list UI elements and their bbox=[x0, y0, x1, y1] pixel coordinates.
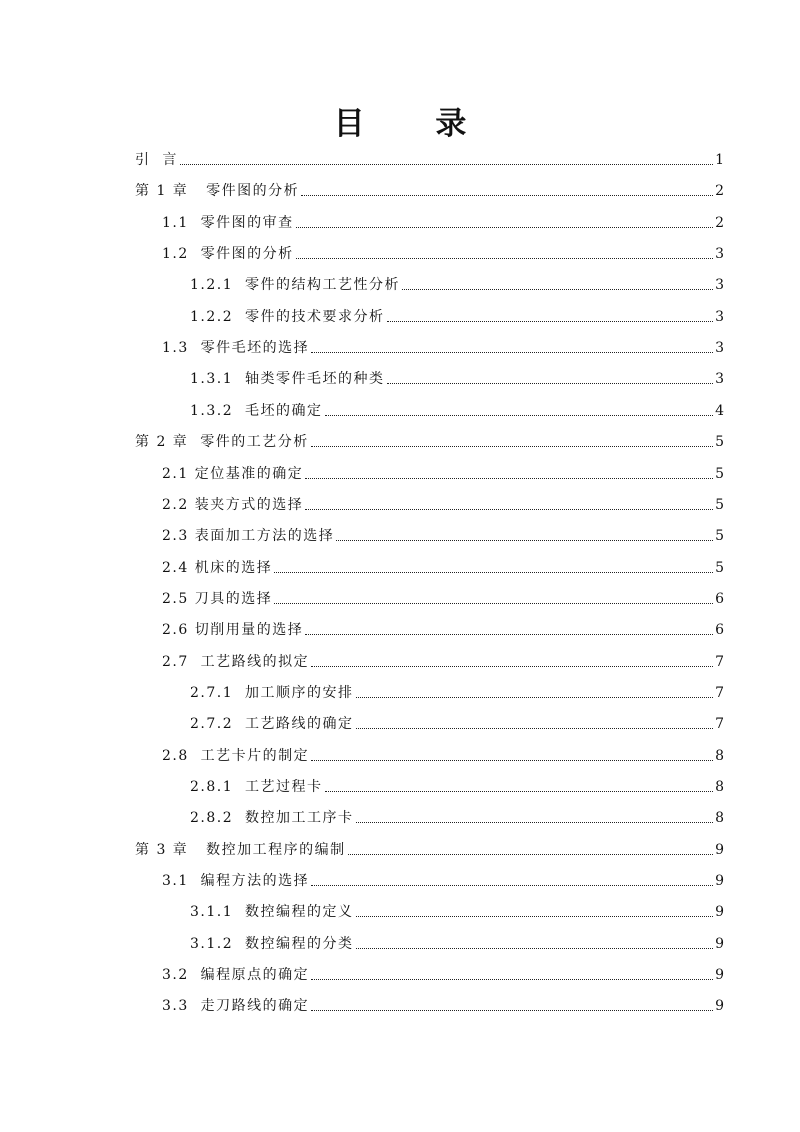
toc-entry-page: 9 bbox=[715, 873, 724, 890]
dot-leader bbox=[296, 226, 713, 228]
toc-entry-label: 2.5 刀具的选择 bbox=[162, 590, 273, 607]
dot-leader bbox=[311, 759, 713, 761]
toc-entry-page: 8 bbox=[715, 747, 724, 764]
dot-leader bbox=[356, 915, 714, 917]
dot-leader bbox=[336, 539, 713, 541]
toc-entry-label: 3.3 走刀路线的确定 bbox=[162, 998, 310, 1015]
toc-entry-page: 1 bbox=[715, 152, 724, 168]
toc-entry[interactable] bbox=[162, 519, 724, 545]
toc-entry[interactable] bbox=[162, 488, 724, 514]
dot-leader bbox=[305, 633, 713, 635]
toc-entry[interactable] bbox=[135, 143, 724, 169]
toc-entry-label: 3.1 编程方法的选择 bbox=[162, 873, 310, 890]
toc-entry-label: 第 1 章 零件图的分析 bbox=[135, 183, 300, 200]
toc-entry-label: 1.3 零件毛坯的选择 bbox=[162, 340, 310, 357]
toc-entry[interactable] bbox=[190, 801, 724, 827]
toc-entry-label: 1.3.1 轴类零件毛坯的种类 bbox=[190, 371, 385, 388]
dot-leader bbox=[387, 382, 714, 384]
dot-leader bbox=[274, 602, 713, 604]
toc-entry-page: 9 bbox=[715, 904, 724, 921]
toc-entry-label: 2.7.2 工艺路线的确定 bbox=[190, 716, 354, 733]
toc-entry-page: 5 bbox=[715, 559, 724, 576]
page-title: 目 录 bbox=[333, 106, 497, 142]
toc-entry-page: 5 bbox=[715, 434, 724, 451]
toc-entry-label: 3.2 编程原点的确定 bbox=[162, 967, 310, 984]
dot-leader bbox=[387, 320, 714, 322]
toc-entry-page: 8 bbox=[715, 810, 724, 827]
toc-entry-page: 5 bbox=[715, 496, 724, 513]
toc-entry-page: 8 bbox=[715, 779, 724, 795]
toc-entry[interactable] bbox=[190, 676, 724, 702]
dot-leader bbox=[325, 414, 714, 416]
dot-leader bbox=[305, 508, 713, 510]
dot-leader bbox=[356, 821, 714, 823]
dot-leader bbox=[311, 978, 713, 980]
toc-entry[interactable] bbox=[190, 300, 724, 326]
dot-leader bbox=[311, 445, 713, 447]
toc-entry-page: 7 bbox=[715, 653, 724, 670]
toc-entry[interactable] bbox=[162, 864, 724, 890]
dot-leader bbox=[356, 947, 714, 949]
toc-entry-page: 3 bbox=[715, 340, 724, 357]
toc-entry-page: 9 bbox=[715, 935, 724, 952]
toc-entry-label: 1.1 零件图的审查 bbox=[162, 214, 294, 231]
toc-entry[interactable] bbox=[162, 989, 724, 1015]
toc-entry-label: 3.1.2 数控编程的分类 bbox=[190, 935, 354, 952]
toc-entry-label: 2.4 机床的选择 bbox=[162, 559, 273, 576]
toc-entry-label: 2.2 装夹方式的选择 bbox=[162, 496, 304, 513]
toc-entry-page: 7 bbox=[715, 684, 724, 701]
toc-entry[interactable] bbox=[190, 362, 724, 388]
toc-entry-page: 3 bbox=[715, 277, 724, 294]
toc-entry-page: 5 bbox=[715, 465, 724, 482]
toc-entry[interactable] bbox=[190, 770, 724, 796]
dot-leader bbox=[296, 257, 713, 259]
dot-leader bbox=[348, 853, 713, 855]
toc-entry-label: 2.6 切削用量的选择 bbox=[162, 622, 304, 639]
dot-leader bbox=[311, 665, 713, 667]
dot-leader bbox=[301, 194, 713, 196]
toc-entry[interactable] bbox=[162, 206, 724, 232]
toc-entry[interactable] bbox=[190, 895, 724, 921]
toc-entry-page: 6 bbox=[715, 622, 724, 639]
toc-entry-label: 2.8 工艺卡片的制定 bbox=[162, 747, 310, 764]
dot-leader bbox=[311, 351, 713, 353]
toc-entry-label: 第 2 章 零件的工艺分析 bbox=[135, 434, 309, 451]
toc-entry-page: 2 bbox=[715, 183, 724, 200]
toc-entry-label: 1.2 零件图的分析 bbox=[162, 246, 294, 263]
toc-entry[interactable] bbox=[135, 425, 724, 451]
toc-entry[interactable] bbox=[162, 582, 724, 608]
toc-entry-page: 4 bbox=[715, 402, 724, 419]
toc-entry[interactable] bbox=[162, 739, 724, 765]
dot-leader bbox=[356, 696, 714, 698]
toc-entry-page: 9 bbox=[715, 967, 724, 984]
dot-leader bbox=[311, 1009, 713, 1011]
toc-entry-page: 3 bbox=[715, 371, 724, 388]
toc-entry-page: 5 bbox=[715, 528, 724, 545]
toc-entry-label: 1.3.2 毛坯的确定 bbox=[190, 402, 323, 419]
toc-entry[interactable] bbox=[135, 174, 724, 200]
toc-entry[interactable] bbox=[162, 613, 724, 639]
toc-entry-page: 3 bbox=[715, 246, 724, 263]
toc-entry-label: 1.2.2 零件的技术要求分析 bbox=[190, 308, 385, 325]
toc-entry-label: 引 言 bbox=[135, 152, 178, 168]
toc-entry-page: 9 bbox=[715, 841, 724, 858]
toc-entry-label: 第 3 章 数控加工程序的编制 bbox=[135, 841, 346, 858]
toc-entry[interactable] bbox=[162, 551, 724, 577]
toc-entry-page: 7 bbox=[715, 716, 724, 733]
toc-entry[interactable] bbox=[162, 237, 724, 263]
toc-entry-label: 2.7 工艺路线的拟定 bbox=[162, 653, 310, 670]
toc-entry-label: 2.8.1 工艺过程卡 bbox=[190, 779, 323, 795]
toc-entry[interactable] bbox=[190, 268, 724, 294]
toc-entry-page: 9 bbox=[715, 998, 724, 1015]
toc-entry-label: 3.1.1 数控编程的定义 bbox=[190, 904, 354, 921]
toc-entry[interactable] bbox=[162, 331, 724, 357]
dot-leader bbox=[325, 790, 714, 792]
dot-leader bbox=[356, 727, 714, 729]
toc-entry[interactable] bbox=[190, 707, 724, 733]
toc-entry-page: 2 bbox=[715, 214, 724, 231]
toc-entry[interactable] bbox=[190, 927, 724, 953]
toc-entry-label: 2.3 表面加工方法的选择 bbox=[162, 528, 335, 545]
dot-leader bbox=[311, 884, 713, 886]
toc-entry[interactable] bbox=[162, 645, 724, 671]
toc-entry-page: 6 bbox=[715, 590, 724, 607]
toc-entry-label: 2.8.2 数控加工工序卡 bbox=[190, 810, 354, 827]
toc-entry[interactable] bbox=[135, 833, 724, 859]
toc-entry-label: 1.2.1 零件的结构工艺性分析 bbox=[190, 277, 401, 294]
dot-leader bbox=[402, 288, 713, 290]
dot-leader bbox=[305, 477, 713, 479]
toc-entry[interactable] bbox=[162, 958, 724, 984]
toc-entry-label: 2.7.1 加工顺序的安排 bbox=[190, 684, 354, 701]
toc-entry[interactable] bbox=[162, 457, 724, 483]
dot-leader bbox=[180, 163, 713, 165]
toc-entry[interactable] bbox=[190, 394, 724, 420]
toc-entry-label: 2.1 定位基准的确定 bbox=[162, 465, 304, 482]
dot-leader bbox=[274, 571, 713, 573]
toc-entry-page: 3 bbox=[715, 308, 724, 325]
